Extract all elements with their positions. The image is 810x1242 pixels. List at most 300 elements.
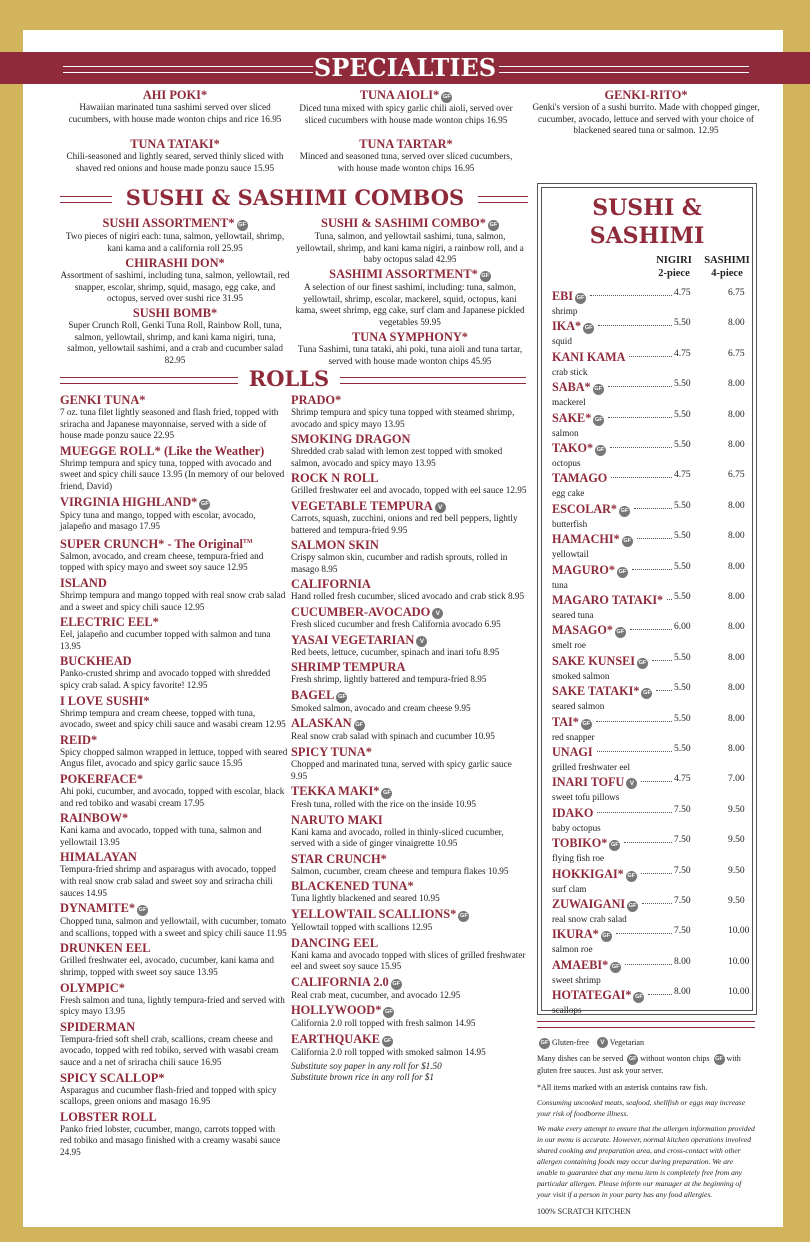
nigiri-price: 4.75 bbox=[674, 774, 691, 785]
sashimi-name bbox=[552, 988, 644, 1003]
roll-item bbox=[291, 577, 527, 603]
item-desc: Salmon, avocado, and cream cheese, tempura-fried and topped with spicy mayo and sweet soy sauce 12.95 bbox=[60, 550, 264, 573]
roll-item bbox=[60, 1110, 288, 1159]
gluten-free-icon: GF bbox=[641, 688, 652, 699]
roll-item bbox=[60, 850, 288, 899]
item-name: ROCK N ROLL bbox=[291, 471, 379, 486]
item-desc: Spicy tuna and mango, topped with escolar, avocado, jalapeño and masago 17.95 bbox=[60, 509, 256, 532]
rolls-right-column bbox=[291, 393, 527, 1084]
item-desc: Real crab meat, cucumber, and avocado 12.95 bbox=[291, 989, 461, 1000]
item-title bbox=[60, 654, 288, 668]
roll-item bbox=[60, 811, 288, 848]
item-desc: Minced and seasoned tuna, served over sliced cucumbers, with house made wonton chips 16.95 bbox=[299, 151, 513, 173]
roll-item bbox=[291, 633, 527, 659]
item-desc: Kani kama and avocado, rolled in thinly-sliced cucumber, served with a side of ginger vinaigrette 10.95 bbox=[291, 826, 504, 849]
sashimi-price: 9.50 bbox=[728, 865, 745, 876]
rolls-title: ROLLS bbox=[248, 366, 330, 391]
sashimi-desc: seared salmon bbox=[552, 701, 605, 712]
item-desc: Chopped tuna, salmon and yellowtail, with cucumber, tomato and scallions, topped with a sweet and spicy chili sauce 11.95 bbox=[60, 916, 287, 938]
sashimi-name bbox=[552, 775, 637, 789]
sashimi-price: 10.00 bbox=[728, 926, 750, 937]
sashimi-title-line1: SUSHI & bbox=[592, 195, 702, 221]
item-name: GENKI TUNA* bbox=[60, 393, 146, 407]
item-desc: Panko-crusted shrimp and avocado topped with shredded spicy crab salad. A spicy favorite! 12.95 bbox=[60, 668, 271, 691]
sashimi-row bbox=[552, 439, 752, 469]
roll-item bbox=[60, 1071, 288, 1108]
roll-item bbox=[291, 1032, 527, 1059]
gf-label: Gluten-free bbox=[552, 1038, 589, 1047]
gluten-free-icon: GF bbox=[593, 384, 604, 395]
leader-dots bbox=[630, 629, 672, 630]
sashimi-desc: egg cake bbox=[552, 488, 585, 499]
gluten-free-icon: GF bbox=[610, 962, 621, 973]
item-title bbox=[291, 660, 527, 674]
footer-rule bbox=[537, 1021, 755, 1028]
item-desc: Hawaiian marinated tuna sashimi served over sliced cucumbers, with house made wonton chips and rice 16.95 bbox=[68, 102, 282, 124]
nigiri-header-label: NIGIRI bbox=[656, 255, 692, 266]
nigiri-price: 5.50 bbox=[674, 592, 691, 602]
item-desc: Fresh salmon and tuna, lightly tempura-fried and served with spicy mayo 13.95 bbox=[60, 994, 285, 1017]
roll-item bbox=[291, 784, 527, 811]
leader-dots bbox=[634, 508, 672, 509]
sashimi-desc: octopus bbox=[552, 458, 581, 468]
item-title bbox=[60, 850, 288, 864]
item-title bbox=[291, 1003, 527, 1018]
sashimi-name-text: EBI bbox=[552, 289, 574, 303]
item-name: POKERFACE* bbox=[60, 772, 144, 786]
sashimi-row bbox=[552, 713, 752, 743]
vegetarian-icon: V bbox=[435, 502, 446, 513]
item-title bbox=[60, 535, 288, 551]
sashimi-price: 9.50 bbox=[728, 804, 745, 815]
nigiri-price: 7.50 bbox=[674, 865, 691, 876]
gluten-free-icon: GF bbox=[237, 220, 248, 231]
leader-dots bbox=[648, 994, 672, 995]
sashimi-price: 8.00 bbox=[728, 531, 745, 542]
many-dishes-note bbox=[537, 1053, 755, 1076]
item-desc: Genki's version of a sushi burrito. Made with chopped ginger, cucumber, avocado, lettuce and served with your choice of blackened seared tuna or salmon. 12.95 bbox=[532, 102, 760, 136]
sashimi-price: 8.00 bbox=[728, 409, 745, 420]
leader-dots bbox=[667, 599, 672, 600]
item-name: DRUNKEN EEL bbox=[60, 941, 151, 956]
sashimi-desc: grilled freshwater eel bbox=[552, 762, 631, 772]
sashimi-name bbox=[552, 684, 652, 699]
sashimi-row bbox=[552, 804, 752, 834]
combo-item bbox=[294, 216, 526, 266]
scratch-kitchen: 100% SCRATCH KITCHEN bbox=[537, 1207, 631, 1216]
roll-item bbox=[291, 538, 527, 575]
leader-dots bbox=[641, 781, 672, 782]
nigiri-price: 4.75 bbox=[674, 470, 691, 481]
item-title bbox=[291, 936, 527, 950]
item-title bbox=[291, 577, 527, 591]
leader-dots bbox=[624, 842, 672, 843]
item-title bbox=[291, 879, 527, 893]
item-title bbox=[291, 852, 527, 866]
item-name: CUCUMBER-AVOCADO bbox=[291, 604, 431, 619]
roll-item bbox=[60, 535, 288, 574]
leader-dots bbox=[625, 964, 672, 965]
item-name: OLYMPIC* bbox=[60, 980, 125, 995]
sashimi-desc: tuna bbox=[552, 579, 568, 590]
sashimi-name-text: MASAGO* bbox=[552, 623, 613, 638]
item-name: VEGETABLE TEMPURA bbox=[291, 498, 433, 513]
item-name: NARUTO MAKI bbox=[291, 812, 383, 827]
sashimi-price: 10.00 bbox=[728, 956, 750, 967]
nigiri-price: 5.50 bbox=[674, 652, 691, 663]
nigiri-price: 7.50 bbox=[674, 804, 691, 815]
nigiri-price: 5.50 bbox=[674, 500, 691, 511]
sushi-sashimi-panel-inner bbox=[541, 187, 753, 1016]
item-name: AHI POKI* bbox=[142, 88, 208, 102]
roll-item bbox=[291, 975, 527, 1002]
item-desc: Tuna Sashimi, tuna tataki, ahi poki, tuna aioli and tuna tartar, served with house made wonton chips 45.95 bbox=[297, 344, 523, 366]
item-name: YELLOWTAIL SCALLIONS* bbox=[291, 907, 457, 922]
gluten-free-icon: GF bbox=[593, 415, 604, 426]
item-desc: Grilled freshwater eel and avocado, topped with eel sauce 12.95 bbox=[291, 485, 527, 496]
sashimi-row bbox=[552, 956, 752, 986]
item-desc: Panko fried lobster, cucumber, mango, carrots topped with red tobiko and masago finished with a creamy wasabi sauce 24.95 bbox=[60, 1123, 281, 1157]
sashimi-name-text: TOBIKO* bbox=[552, 836, 608, 851]
roll-item bbox=[291, 1003, 527, 1030]
item-title bbox=[60, 444, 288, 458]
nigiri-price: 6.00 bbox=[674, 622, 691, 633]
item-name: STAR CRUNCH* bbox=[291, 851, 387, 866]
roll-note: Substitute brown rice in any roll for $1 bbox=[291, 1072, 434, 1083]
sashimi-row bbox=[552, 317, 752, 347]
item-desc: Crispy salmon skin, cucumber and radish sprouts, rolled in masago 8.95 bbox=[291, 552, 508, 574]
sashimi-row bbox=[552, 530, 752, 560]
item-desc: Tempura-fried shrimp and asparagus with avocado, topped with real snow crab salad and sweet soy and sriracha chili sauces 14.95 bbox=[60, 864, 276, 898]
sashimi-row bbox=[552, 348, 752, 378]
sashimi-row bbox=[552, 652, 752, 682]
specialty-item bbox=[292, 88, 520, 126]
item-name: TUNA TARTAR* bbox=[359, 137, 453, 151]
roll-item bbox=[60, 1020, 288, 1069]
item-name: TEKKA MAKI* bbox=[291, 784, 380, 799]
item-desc: A selection of our finest sashimi, including: tuna, salmon, yellowtail, shrimp, escolar, mackerel, squid, octopus, kani kama, sweet shrimp, egg cake, surf clam and Japanese pickled vegetables 59.95 bbox=[295, 282, 525, 327]
sashimi-desc: yellowtail bbox=[552, 549, 589, 560]
sashimi-desc: mackerel bbox=[552, 397, 586, 408]
sashimi-price: 8.00 bbox=[728, 652, 745, 663]
sashimi-name-text: IKA* bbox=[552, 319, 582, 334]
nigiri-header-size: 2-piece bbox=[658, 268, 690, 279]
sashimi-name bbox=[552, 836, 620, 851]
item-desc: Spicy chopped salmon wrapped in lettuce, topped with seared Angus filet, avocado and spicy garlic sauce 15.95 bbox=[60, 746, 288, 769]
rolls-rule-left bbox=[60, 377, 238, 384]
sashimi-name bbox=[552, 563, 628, 578]
sashimi-price: 8.00 bbox=[728, 500, 745, 511]
item-title bbox=[291, 813, 527, 827]
nigiri-price: 4.75 bbox=[674, 348, 691, 359]
gluten-free-icon: GF bbox=[627, 1054, 638, 1065]
sashimi-price: 8.00 bbox=[728, 683, 745, 694]
sashimi-name-text: SAKE* bbox=[552, 410, 592, 425]
item-name: SMOKING DRAGON bbox=[291, 432, 411, 447]
sashimi-price: 8.00 bbox=[728, 561, 745, 572]
combos-rule-left bbox=[60, 196, 112, 203]
item-desc: 7 oz. tuna filet lightly seasoned and flash fried, topped with sriracha and Japanese mayonnaise, served with a side of house made ponzu sauce 22.95 bbox=[60, 407, 279, 441]
item-name: LOBSTER ROLL bbox=[60, 1109, 157, 1124]
item-name: SPICY TUNA* bbox=[291, 744, 372, 759]
sashimi-name-text: MAGARO TATAKI* bbox=[552, 593, 664, 607]
gluten-free-icon: GF bbox=[601, 931, 612, 942]
sashimi-row bbox=[552, 682, 752, 712]
roll-item bbox=[60, 981, 288, 1018]
roll-note: Substitute soy paper in any roll for $1.50 bbox=[291, 1060, 442, 1071]
roll-item bbox=[291, 499, 527, 536]
leader-dots bbox=[608, 386, 672, 387]
item-name: SUSHI BOMB* bbox=[132, 306, 218, 320]
item-title bbox=[60, 811, 288, 825]
item-title bbox=[291, 471, 527, 485]
item-name: ALASKAN bbox=[291, 716, 352, 731]
leader-dots bbox=[616, 933, 672, 934]
gluten-free-icon: GF bbox=[137, 905, 148, 916]
item-title bbox=[291, 538, 527, 552]
sashimi-row bbox=[552, 287, 752, 317]
sashimi-name-text: IKURA* bbox=[552, 927, 599, 942]
sashimi-desc: surf clam bbox=[552, 883, 587, 894]
sashimi-name bbox=[552, 745, 593, 759]
gluten-free-icon: GF bbox=[595, 445, 606, 456]
roll-item bbox=[291, 907, 527, 934]
leader-dots bbox=[598, 325, 672, 326]
sushi-sashimi-panel bbox=[537, 183, 757, 1015]
sashimi-name-text: ESCOLAR* bbox=[552, 501, 618, 516]
nigiri-price: 8.00 bbox=[674, 956, 691, 967]
item-name: SUSHI & SASHIMI COMBO* bbox=[321, 216, 486, 230]
allergen-note: We make every attempt to ensure that the allergen information provided in our menu is accurate. However, normal kitchen operations involved shared cooking and preparation area, and cross-contact with other allergen containing foods may occur during preparation. We are unable to guarantee that any menu item is completely free from any particular allergen. Please inform our manager at the beginning of your visit if a person in your party has any food allergies. bbox=[537, 1124, 755, 1199]
sashimi-name bbox=[552, 441, 606, 456]
sashimi-name-text: HAMACHI* bbox=[552, 532, 620, 547]
legend-line bbox=[537, 1037, 755, 1049]
leader-dots bbox=[641, 873, 672, 874]
sashimi-price: 10.00 bbox=[728, 987, 750, 998]
item-desc: Eel, jalapeño and cucumber topped with salmon and tuna 13.95 bbox=[60, 629, 271, 651]
item-desc: Shrimp tempura and cream cheese, topped with tuna, avocado, sweet and spicy chili sauce and wasabi cream 12.95 bbox=[60, 707, 286, 730]
gluten-free-icon: GF bbox=[714, 1054, 725, 1065]
item-title bbox=[60, 733, 288, 747]
leader-dots bbox=[632, 569, 672, 570]
item-name: HOLLYWOOD* bbox=[291, 1003, 382, 1018]
leader-dots bbox=[596, 721, 672, 722]
nigiri-price: 5.50 bbox=[674, 744, 691, 754]
gluten-free-icon: GF bbox=[381, 788, 392, 799]
item-desc: Grilled freshwater eel, avocado, cucumber, kani kama and shrimp, topped with sweet soy sauce 13.95 bbox=[60, 955, 274, 977]
sashimi-desc: smelt roe bbox=[552, 640, 586, 651]
item-desc: Kani kama and avocado, topped with tuna, salmon and yellowtail 13.95 bbox=[60, 825, 262, 847]
item-title bbox=[291, 499, 527, 513]
item-desc: Kani kama and avocado topped with slices of grilled freshwater eel and sweet soy sauce 15.95 bbox=[291, 949, 526, 972]
item-title bbox=[291, 393, 527, 407]
item-title bbox=[291, 605, 527, 619]
sashimi-row bbox=[552, 834, 752, 864]
gluten-free-icon: GF bbox=[480, 271, 491, 282]
item-title bbox=[291, 432, 527, 446]
sashimi-row bbox=[552, 591, 752, 621]
sashimi-price: 6.75 bbox=[728, 470, 745, 481]
roll-item bbox=[60, 654, 288, 691]
item-desc: Tempura-fried soft shell crab, scallions, cream cheese and avocado, topped with red tobiko, served with wasabi cream sauce and a net of sriracha chili sauce 16.95 bbox=[60, 1033, 279, 1067]
sashimi-name-text: SAKE TATAKI* bbox=[552, 684, 640, 699]
sashimi-header bbox=[702, 254, 752, 280]
item-title bbox=[60, 901, 288, 916]
roll-item bbox=[60, 901, 288, 939]
sashimi-row bbox=[552, 561, 752, 591]
gluten-free-icon: GF bbox=[619, 506, 630, 517]
sashimi-desc: baby octopus bbox=[552, 822, 601, 833]
roll-item bbox=[291, 716, 527, 743]
item-name: SHRIMP TEMPURA bbox=[291, 660, 406, 675]
combos-rule-right bbox=[478, 196, 528, 203]
sashimi-desc: salmon bbox=[552, 427, 579, 438]
nigiri-header bbox=[652, 254, 696, 280]
roll-item bbox=[60, 495, 288, 533]
item-title bbox=[60, 694, 288, 708]
sashimi-desc: squid bbox=[552, 336, 572, 347]
leader-dots bbox=[597, 812, 672, 813]
sashimi-price: 8.00 bbox=[728, 744, 745, 754]
combo-item bbox=[294, 267, 526, 328]
roll-item bbox=[60, 941, 288, 978]
item-title bbox=[291, 975, 527, 990]
item-name: CHIRASHI DON* bbox=[125, 256, 225, 270]
specialty-item bbox=[530, 88, 762, 137]
gluten-free-icon: GF bbox=[391, 979, 402, 990]
gluten-free-icon: GF bbox=[336, 692, 347, 703]
sashimi-price: 6.75 bbox=[728, 288, 745, 298]
sashimi-price: 6.75 bbox=[728, 348, 745, 359]
sashimi-row bbox=[552, 743, 752, 773]
item-desc: Tuna, salmon, and yellowtail sashimi, tuna, salmon, yellowtail, shrimp, and kani kama nigiri, a rainbow roll, and a baby octopus salad 42.95 bbox=[296, 231, 524, 265]
roll-item bbox=[291, 852, 527, 878]
item-name: REID* bbox=[60, 732, 98, 747]
nigiri-price: 5.50 bbox=[674, 531, 691, 542]
item-name: TUNA TATAKI* bbox=[130, 137, 220, 151]
item-desc: Asparagus and cucumber flash-fried and topped with spicy scallops, green onions and masago 16.95 bbox=[60, 1084, 277, 1107]
sashimi-name-text: KANI KAMA bbox=[552, 349, 626, 364]
gluten-free-icon: GF bbox=[637, 658, 648, 669]
leader-dots bbox=[608, 417, 672, 418]
sashimi-name bbox=[552, 715, 592, 730]
combo-item bbox=[294, 330, 526, 367]
note-text: gluten free sauces. Just ask your server. bbox=[537, 1066, 664, 1075]
gluten-free-icon: GF bbox=[622, 536, 633, 547]
vegetarian-icon: V bbox=[626, 778, 637, 789]
leader-dots bbox=[637, 538, 672, 539]
sashimi-desc: butterfish bbox=[552, 518, 588, 529]
item-name: HIMALAYAN bbox=[60, 850, 137, 865]
specialty-item bbox=[60, 137, 290, 174]
gluten-free-icon: GF bbox=[199, 499, 210, 510]
item-name: CALIFORNIA bbox=[291, 577, 371, 592]
sashimi-price: 8.00 bbox=[728, 379, 745, 390]
item-desc: Shredded crab salad with lemon zest topped with smoked salmon, avocado and spicy mayo 13.95 bbox=[291, 446, 503, 468]
item-name: YASAI VEGETARIAN bbox=[291, 632, 415, 647]
sashimi-desc: red snapper bbox=[552, 731, 595, 742]
roll-item bbox=[291, 660, 527, 686]
specialties-banner-content bbox=[27, 52, 783, 84]
item-desc: Assortment of sashimi, including tuna, salmon, yellowtail, red snapper, escolar, shrimp, squid, masago, egg cake, and octopus, served over sushi rice 31.95 bbox=[60, 270, 290, 304]
sashimi-desc: shrimp bbox=[552, 306, 578, 316]
sashimi-price: 7.00 bbox=[728, 774, 745, 785]
item-desc: Shrimp tempura and spicy tuna, topped with avocado and sweet and spicy chili sauce 13.95 (In memory of our beloved friend, David) bbox=[60, 457, 285, 491]
note-text: with bbox=[726, 1054, 741, 1063]
sashimi-name-text: INARI TOFU bbox=[552, 775, 625, 790]
gluten-free-icon: GF bbox=[581, 719, 592, 730]
item-title bbox=[60, 495, 288, 510]
sashimi-desc: scallops bbox=[552, 1005, 582, 1016]
note-text: Many dishes can be served bbox=[537, 1054, 624, 1063]
item-desc: Chopped and marinated tuna, served with spicy garlic sauce 9.95 bbox=[291, 758, 512, 781]
nigiri-price: 5.50 bbox=[674, 379, 691, 390]
item-desc: Salmon, cucumber, cream cheese and tempura flakes 10.95 bbox=[291, 865, 509, 876]
roll-item bbox=[291, 471, 527, 497]
sashimi-name bbox=[552, 289, 586, 304]
item-title bbox=[60, 615, 288, 629]
sashimi-name bbox=[552, 471, 607, 485]
roll-item bbox=[291, 879, 527, 905]
gluten-free-icon: GF bbox=[488, 220, 499, 231]
item-desc: Fresh shrimp, lightly battered and tempura-fried 8.95 bbox=[291, 674, 487, 685]
item-desc: Fresh tuna, rolled with the rice on the inside 10.95 bbox=[291, 799, 476, 810]
item-desc: Yellowtail topped with scallions 12.95 bbox=[291, 922, 433, 933]
item-name: EARTHQUAKE bbox=[291, 1032, 381, 1047]
item-title bbox=[60, 576, 288, 590]
item-desc: Smoked salmon, avocado and cream cheese 9.95 bbox=[291, 702, 471, 713]
item-title bbox=[60, 1020, 288, 1034]
consume-note: Consuming uncooked meats, seafood, shellfish or eggs may increase your risk of foodborne illness. bbox=[537, 1098, 746, 1118]
gluten-free-icon: GF bbox=[583, 323, 594, 334]
gluten-free-icon: GF bbox=[575, 293, 586, 304]
sashimi-desc: real snow crab salad bbox=[552, 914, 627, 924]
sashimi-name bbox=[552, 806, 593, 820]
trademark-mark: TM bbox=[242, 538, 253, 545]
sashimi-name bbox=[552, 623, 626, 638]
sashimi-name bbox=[552, 593, 663, 607]
sashimi-price: 8.00 bbox=[728, 318, 745, 329]
item-desc: Shrimp tempura and mango topped with real snow crab salad and a sweet and spicy chili sauce 12.95 bbox=[60, 590, 286, 612]
sashimi-price: 8.00 bbox=[728, 622, 745, 633]
item-name: BUCKHEAD bbox=[60, 654, 132, 669]
vegetarian-icon: V bbox=[416, 636, 427, 647]
item-name: RAINBOW* bbox=[60, 811, 129, 826]
item-name: TUNA SYMPHONY* bbox=[352, 330, 468, 344]
item-title bbox=[60, 393, 288, 407]
nigiri-price: 4.75 bbox=[674, 288, 691, 298]
gluten-free-icon: GF bbox=[441, 92, 452, 103]
item-name: BLACKENED TUNA* bbox=[291, 879, 414, 894]
roll-item bbox=[291, 813, 527, 850]
sashimi-name bbox=[552, 897, 638, 912]
item-name: DYNAMITE* bbox=[60, 901, 136, 916]
item-desc: Real snow crab salad with spinach and cucumber 10.95 bbox=[291, 731, 495, 742]
sashimi-price: 8.00 bbox=[728, 440, 745, 450]
sashimi-row bbox=[552, 469, 752, 499]
item-title bbox=[60, 981, 288, 995]
item-desc: Diced tuna mixed with spicy garlic chili aioli, served over sliced cucumbers with house made wonton chips 16.95 bbox=[299, 103, 513, 125]
roll-item bbox=[60, 615, 288, 652]
sashimi-name bbox=[552, 411, 604, 426]
item-name: MUEGGE ROLL* (Like the Weather) bbox=[60, 443, 265, 458]
item-name: SUSHI ASSORTMENT* bbox=[102, 216, 235, 230]
sashimi-name bbox=[552, 654, 648, 669]
sashimi-desc: smoked salmon bbox=[552, 670, 610, 681]
sashimi-name-text: HOTATEGAI* bbox=[552, 988, 632, 1003]
roll-item bbox=[60, 576, 288, 613]
sashimi-name bbox=[552, 867, 637, 882]
